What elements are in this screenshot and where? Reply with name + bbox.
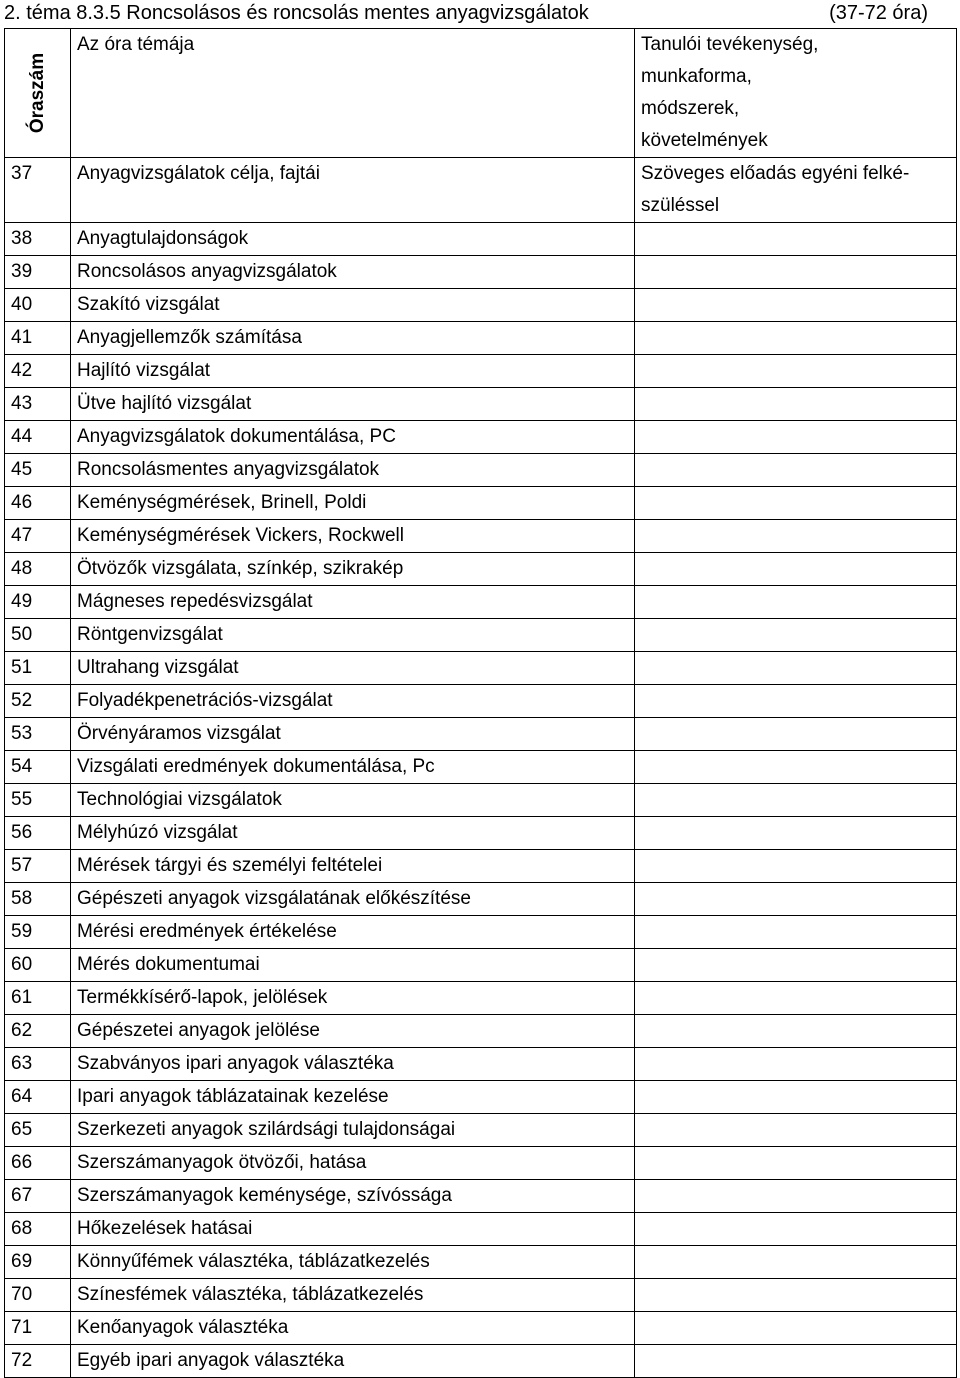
- table-row: [5, 718, 957, 751]
- method-cell: [635, 454, 957, 487]
- section-title: 2. téma 8.3.5 Roncsolásos és roncsolás mentes anyagvizsgálatok: [4, 2, 589, 24]
- topic-cell: Mágneses repedésvizsgálat: [71, 586, 635, 619]
- table-header-row: [5, 29, 957, 158]
- method-cell: [635, 784, 957, 817]
- table-row: [5, 421, 957, 454]
- table-row: [5, 982, 957, 1015]
- table-row: [5, 256, 957, 289]
- method-cell: [635, 949, 957, 982]
- method-cell: [635, 1213, 957, 1246]
- method-cell: [635, 883, 957, 916]
- method-line: Szöveges előadás egyéni felké-: [641, 163, 910, 184]
- topic-cell: Szabványos ipari anyagok választéka: [71, 1048, 635, 1081]
- table-row: [5, 949, 957, 982]
- hour-number-cell: 63: [5, 1048, 71, 1081]
- table-row: [5, 1114, 957, 1147]
- topic-cell: Anyagvizsgálatok célja, fajtái: [71, 158, 635, 223]
- hour-number-cell: 48: [5, 553, 71, 586]
- method-cell: [635, 685, 957, 718]
- hour-number-cell: 45: [5, 454, 71, 487]
- table-row: [5, 850, 957, 883]
- hour-number-cell: 67: [5, 1180, 71, 1213]
- method-cell: [635, 1180, 957, 1213]
- hour-number-cell: 37: [5, 158, 71, 223]
- hour-number-cell: 66: [5, 1147, 71, 1180]
- method-cell: [635, 223, 957, 256]
- topic-cell: Ultrahang vizsgálat: [71, 652, 635, 685]
- topic-cell: Hajlító vizsgálat: [71, 355, 635, 388]
- topic-cell: Szerszámanyagok keménysége, szívóssága: [71, 1180, 635, 1213]
- topic-cell: Anyagvizsgálatok dokumentálása, PC: [71, 421, 635, 454]
- method-line: szüléssel: [641, 195, 720, 216]
- method-cell: [635, 1081, 957, 1114]
- table-row: [5, 158, 957, 223]
- method-cell: [635, 1114, 957, 1147]
- section-heading: [4, 0, 956, 26]
- hour-number-cell: 64: [5, 1081, 71, 1114]
- table-row: [5, 586, 957, 619]
- hour-number-cell: 38: [5, 223, 71, 256]
- method-cell: [635, 586, 957, 619]
- topic-cell: Ipari anyagok táblázatainak kezelése: [71, 1081, 635, 1114]
- method-cell: [635, 982, 957, 1015]
- method-cell: [635, 256, 957, 289]
- hour-number-cell: 42: [5, 355, 71, 388]
- table-row: [5, 1081, 957, 1114]
- table-row: [5, 1015, 957, 1048]
- method-cell: [635, 1279, 957, 1312]
- table-row: [5, 685, 957, 718]
- table-row: [5, 454, 957, 487]
- topic-cell: Kenőanyagok választéka: [71, 1312, 635, 1345]
- table-row: [5, 223, 957, 256]
- hour-number-cell: 49: [5, 586, 71, 619]
- table-row: [5, 784, 957, 817]
- method-cell: [635, 1345, 957, 1378]
- table-row: [5, 1345, 957, 1378]
- topic-cell: Keménységmérések Vickers, Rockwell: [71, 520, 635, 553]
- table-row: [5, 553, 957, 586]
- topic-cell: Technológiai vizsgálatok: [71, 784, 635, 817]
- table-row: [5, 1246, 957, 1279]
- topic-cell: Ötvözők vizsgálata, színkép, szikrakép: [71, 553, 635, 586]
- hour-number-cell: 41: [5, 322, 71, 355]
- table-row: [5, 916, 957, 949]
- hour-number-cell: 59: [5, 916, 71, 949]
- header-method: Tanulói tevékenység, munkaforma, módszerek, követelmények: [635, 29, 957, 158]
- topic-cell: Mérési eredmények értékelése: [71, 916, 635, 949]
- topic-cell: Szerszámanyagok ötvözői, hatása: [71, 1147, 635, 1180]
- hour-number-cell: 72: [5, 1345, 71, 1378]
- table-row: [5, 1048, 957, 1081]
- hour-number-cell: 55: [5, 784, 71, 817]
- method-cell: [635, 619, 957, 652]
- method-cell: [635, 388, 957, 421]
- hour-number-cell: 54: [5, 751, 71, 784]
- method-cell: [635, 850, 957, 883]
- hour-number-cell: 51: [5, 652, 71, 685]
- topic-cell: Anyagjellemzők számítása: [71, 322, 635, 355]
- hour-number-cell: 60: [5, 949, 71, 982]
- topic-cell: Mérés dokumentumai: [71, 949, 635, 982]
- hour-number-cell: 56: [5, 817, 71, 850]
- table-row: [5, 1147, 957, 1180]
- hour-number-cell: 47: [5, 520, 71, 553]
- table-row: [5, 817, 957, 850]
- topic-cell: Roncsolásmentes anyagvizsgálatok: [71, 454, 635, 487]
- hour-number-cell: 53: [5, 718, 71, 751]
- table-row: [5, 487, 957, 520]
- topic-cell: Örvényáramos vizsgálat: [71, 718, 635, 751]
- method-cell: [635, 1147, 957, 1180]
- topic-cell: Szakító vizsgálat: [71, 289, 635, 322]
- hour-number-cell: 68: [5, 1213, 71, 1246]
- hour-number-cell: 43: [5, 388, 71, 421]
- table-body: [5, 158, 957, 1378]
- table-row: [5, 1312, 957, 1345]
- hour-number-cell: 71: [5, 1312, 71, 1345]
- topic-cell: Keménységmérések, Brinell, Poldi: [71, 487, 635, 520]
- hour-number-cell: 46: [5, 487, 71, 520]
- lesson-schedule-table: [4, 28, 957, 1378]
- table-row: [5, 1279, 957, 1312]
- method-cell: [635, 158, 957, 223]
- method-cell: [635, 652, 957, 685]
- hour-number-cell: 70: [5, 1279, 71, 1312]
- table-row: [5, 322, 957, 355]
- topic-cell: Mérések tárgyi és személyi feltételei: [71, 850, 635, 883]
- table-row: [5, 520, 957, 553]
- method-cell: [635, 1015, 957, 1048]
- topic-cell: Anyagtulajdonságok: [71, 223, 635, 256]
- hour-number-cell: 44: [5, 421, 71, 454]
- table-row: [5, 883, 957, 916]
- topic-cell: Színesfémek választéka, táblázatkezelés: [71, 1279, 635, 1312]
- hour-number-cell: 40: [5, 289, 71, 322]
- topic-cell: Könnyűfémek választéka, táblázatkezelés: [71, 1246, 635, 1279]
- table-row: [5, 652, 957, 685]
- method-cell: [635, 916, 957, 949]
- method-cell: [635, 322, 957, 355]
- topic-cell: Hőkezelések hatásai: [71, 1213, 635, 1246]
- table-row: [5, 619, 957, 652]
- hour-number-cell: 57: [5, 850, 71, 883]
- topic-cell: Gépészetei anyagok jelölése: [71, 1015, 635, 1048]
- topic-cell: Szerkezeti anyagok szilárdsági tulajdonságai: [71, 1114, 635, 1147]
- hour-number-cell: 62: [5, 1015, 71, 1048]
- topic-cell: Termékkísérő-lapok, jelölések: [71, 982, 635, 1015]
- table-row: [5, 355, 957, 388]
- method-cell: [635, 553, 957, 586]
- method-cell: [635, 421, 957, 454]
- method-cell: [635, 1048, 957, 1081]
- hour-number-cell: 39: [5, 256, 71, 289]
- topic-cell: Roncsolásos anyagvizsgálatok: [71, 256, 635, 289]
- header-hour-number: Óraszám: [5, 29, 71, 158]
- method-cell: [635, 487, 957, 520]
- method-cell: [635, 355, 957, 388]
- method-cell: [635, 289, 957, 322]
- method-cell: [635, 718, 957, 751]
- method-cell: [635, 520, 957, 553]
- topic-cell: Mélyhúzó vizsgálat: [71, 817, 635, 850]
- topic-cell: Ütve hajlító vizsgálat: [71, 388, 635, 421]
- table-row: [5, 1213, 957, 1246]
- hour-number-cell: 50: [5, 619, 71, 652]
- method-cell: [635, 817, 957, 850]
- table-row: [5, 751, 957, 784]
- hour-number-cell: 69: [5, 1246, 71, 1279]
- method-cell: [635, 1246, 957, 1279]
- table-row: [5, 1180, 957, 1213]
- topic-cell: Vizsgálati eredmények dokumentálása, Pc: [71, 751, 635, 784]
- hour-number-cell: 58: [5, 883, 71, 916]
- method-cell: [635, 751, 957, 784]
- header-topic: Az óra témája: [71, 29, 635, 158]
- table-row: [5, 388, 957, 421]
- table-row: [5, 289, 957, 322]
- method-cell: [635, 1312, 957, 1345]
- hour-number-cell: 65: [5, 1114, 71, 1147]
- hours-range: (37-72 óra): [829, 2, 928, 24]
- hour-number-cell: 61: [5, 982, 71, 1015]
- topic-cell: Folyadékpenetrációs-vizsgálat: [71, 685, 635, 718]
- topic-cell: Röntgenvizsgálat: [71, 619, 635, 652]
- hour-number-cell: 52: [5, 685, 71, 718]
- topic-cell: Gépészeti anyagok vizsgálatának előkészítése: [71, 883, 635, 916]
- topic-cell: Egyéb ipari anyagok választéka: [71, 1345, 635, 1378]
